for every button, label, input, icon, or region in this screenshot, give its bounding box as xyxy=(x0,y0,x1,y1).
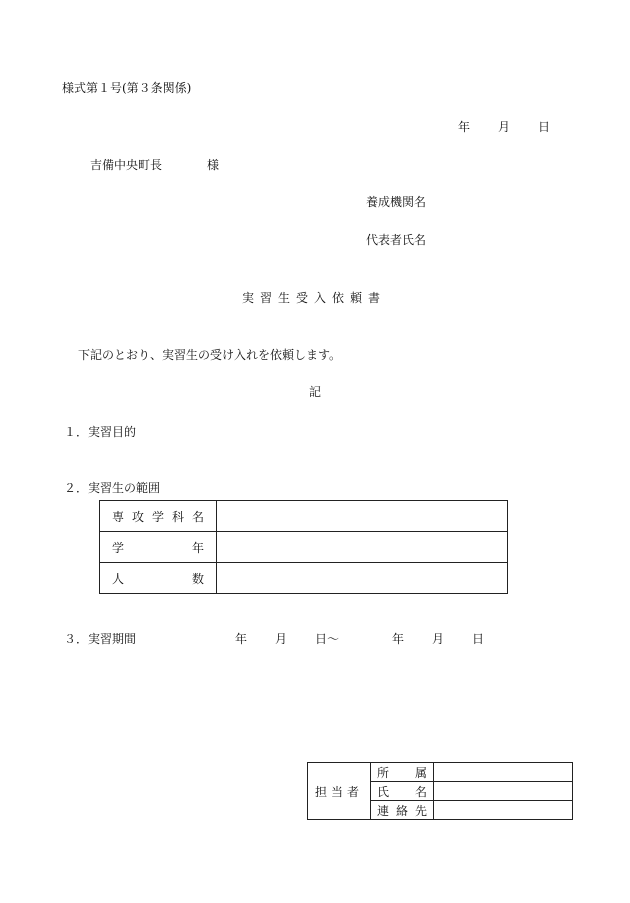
contact-value-phone xyxy=(434,801,573,820)
representative-label: 代表者氏名 xyxy=(366,233,427,247)
scope-label-department: 専攻学科名 xyxy=(100,501,217,532)
addressee-honorific: 様 xyxy=(207,158,220,172)
contact-header: 担当者 xyxy=(308,763,371,820)
table-row xyxy=(100,532,508,563)
ki-label: 記 xyxy=(309,385,322,399)
period-start-year: 年 xyxy=(235,632,248,646)
body-text: 下記のとおり、実習生の受け入れを依頼します。 xyxy=(78,348,342,362)
date-year: 年 xyxy=(458,120,471,134)
scope-table xyxy=(99,500,508,594)
section-scope: ２．実習生の範囲 xyxy=(64,481,161,495)
period-end-year: 年 xyxy=(392,632,405,646)
section-purpose: １．実習目的 xyxy=(64,425,137,439)
scope-value-department xyxy=(217,501,508,532)
scope-label-grade: 学年 xyxy=(100,532,217,563)
form-number: 様式第１号(第３条関係) xyxy=(62,81,192,95)
period-start-day: 日～ xyxy=(315,632,340,646)
contact-label-name: 氏名 xyxy=(371,782,434,801)
contact-value-affiliation xyxy=(434,763,573,782)
scope-label-count: 人数 xyxy=(100,563,217,594)
date-month: 月 xyxy=(498,120,511,134)
contact-label-affiliation: 所属 xyxy=(371,763,434,782)
period-start-month: 月 xyxy=(275,632,288,646)
section-period: ３．実習期間 xyxy=(64,632,137,646)
contact-table xyxy=(307,762,573,820)
scope-value-grade xyxy=(217,532,508,563)
date-day: 日 xyxy=(538,120,551,134)
institution-label: 養成機関名 xyxy=(366,195,427,209)
table-row xyxy=(308,763,573,782)
document-title: 実習生受入依頼書 xyxy=(242,291,387,305)
period-end-month: 月 xyxy=(432,632,445,646)
period-end-day: 日 xyxy=(472,632,485,646)
addressee-name: 吉備中央町長 xyxy=(90,158,163,172)
contact-value-name xyxy=(434,782,573,801)
contact-label-phone: 連絡先 xyxy=(371,801,434,820)
table-row xyxy=(100,563,508,594)
table-row xyxy=(100,501,508,532)
scope-value-count xyxy=(217,563,508,594)
